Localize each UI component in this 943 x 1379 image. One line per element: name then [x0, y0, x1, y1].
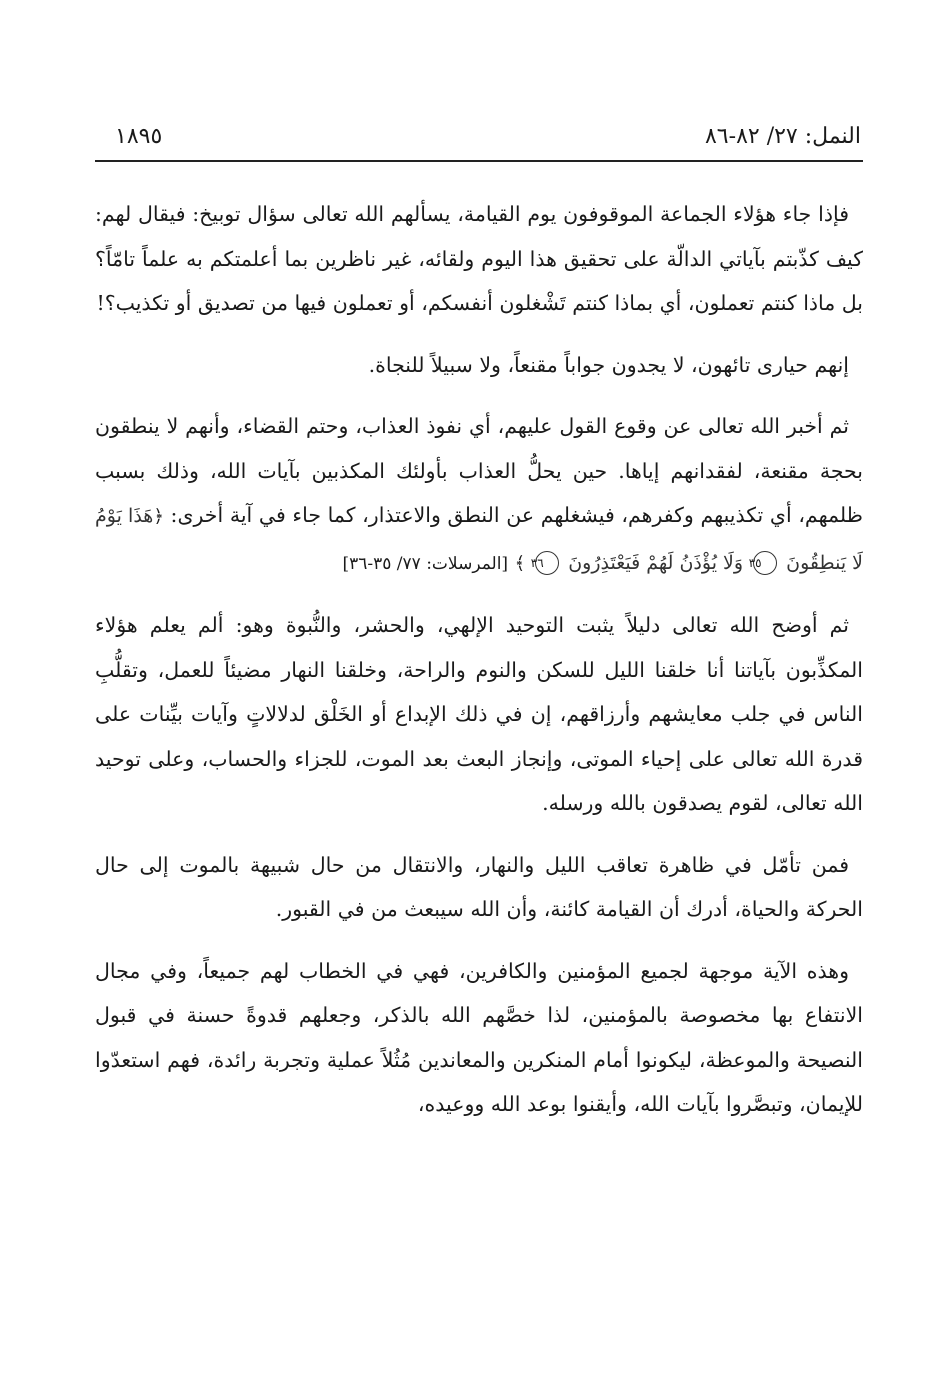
ayah-number-marker: ٣٦ — [535, 551, 559, 575]
paragraph-verse-quote — [95, 404, 863, 586]
page-header — [95, 118, 863, 162]
ayah-number-marker: ٣٥ — [753, 551, 777, 575]
verse-citation: [المرسلات: ٧٧/ ٣٥-٣٦] — [342, 553, 509, 574]
quran-verse-part-2: وَلَا يُؤْذَنُ لَهُمْ فَيَعْتَذِرُونَ — [568, 551, 744, 574]
book-page — [95, 118, 863, 1144]
quran-close-bracket: ﴾ — [514, 552, 526, 574]
body-text — [95, 192, 863, 1127]
paragraph-reflection: فمن تأمّل في ظاهرة تعاقب الليل والنهار، والانتقال من حال شبيهة بالموت إلى حال الحركة والحياة، أدرك أن القيامة كائنة، وأن الله سيبعث من في القبور. — [95, 852, 863, 921]
page-number: ١٨٩٥ — [115, 124, 163, 149]
paragraph-bewildered: إنهم حيارى تائهون، لا يجدون جواباً مقنعاً، ولا سبيلاً للنجاة. — [368, 352, 849, 377]
quran-verse-part-1: هَذَا يَوْمُ لَا يَنطِقُونَ — [95, 505, 863, 574]
paragraph-believers: وهذه الآية موجهة لجميع المؤمنين والكافرين، فهي في الخطاب لهم جميعاً، وفي مجال الانتفاع بها مخصوصة بالمؤمنين، لذا خصَّهم الله بالذكر، وجعلهم قدوةً حسنة في قبول النصيحة والموعظة، ليكونوا أمام المنكرين والمعاندين مُثُلاً عملية وتجربة رائدة، فهم استعدّوا للإيمان، وتبصَّروا بآيات الله، وأيقنوا بوعد الله ووعيده، — [95, 958, 863, 1116]
paragraph-night-day-proof: ثم أوضح الله تعالى دليلاً يثبت التوحيد الإلهي، والحشر، والنُّبوة وهو: ألم يعلم هؤلاء المكذِّبون بآياتنا أنا خلقنا الليل للسكن والنوم والراحة، وخلقنا النهار مضيئاً للعمل، وتقلُّبِ الناس في جلب معايشهم وأرزاقهم، إن في ذلك الإبداع أو الخَلْق لدلالاتٍ وآيات بيِّنات على قدرة الله تعالى على إحياء الموتى، وإنجاز البعث بعد الموت، للجزاء والحساب، وعلى توحيد الله تعالى، لقوم يصدقون بالله ورسله. — [95, 613, 863, 815]
chapter-reference: النمل: ٢٧/ ٨٢-٨٦ — [704, 124, 861, 149]
verse-intro-text: ثم أخبر الله تعالى عن وقوع القول عليهم، أي نفوذ العذاب، وحتم القضاء، وأنهم لا ينطقون بحجة مقنعة، لفقدانهم إياها. حين يحلُّ العذاب بأولئك المكذبين بآيات الله، وذلك بسبب ظلمهم، أي تكذيبهم وكفرهم، فيشغلهم عن النطق والاعتذار، كما جاء في آية أخرى: — [95, 414, 863, 527]
quran-open-bracket: ﴿ — [153, 506, 164, 527]
paragraph-questioning: فإذا جاء هؤلاء الجماعة الموقوفون يوم القيامة، يسألهم الله تعالى سؤال توبيخ: فيقال لهم: كيف كذّبتم بآياتي الدالّة على تحقيق هذا اليوم ولقائه، غير ناظرين بما أعلمتكم به علماً تامّاً؟ بل ماذا كنتم تعملون، أي بماذا كنتم تَشْغلون أنفسكم، أو تعملون فيها من تصديق أو تكذيب؟! — [95, 202, 863, 315]
